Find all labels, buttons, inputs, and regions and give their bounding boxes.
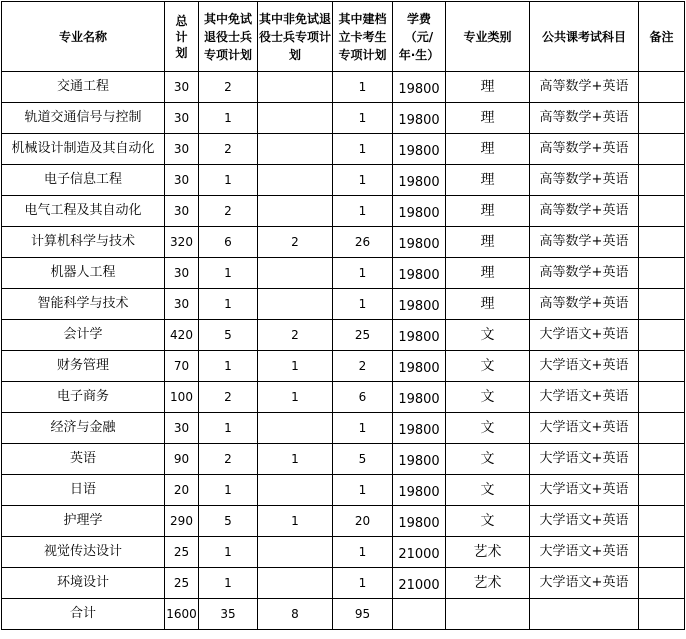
cell-exempt-veteran: 2 (199, 134, 258, 165)
cell-fee: 19800 (393, 475, 446, 506)
cell-remarks (639, 258, 685, 289)
header-public-exam: 公共课考试科目 (530, 2, 639, 72)
cell-total: 30 (165, 258, 199, 289)
cell-major: 护理学 (2, 506, 165, 537)
cell-filing-card: 1 (333, 72, 393, 103)
cell-total: 30 (165, 134, 199, 165)
cell-category: 文 (446, 444, 530, 475)
cell-major: 电气工程及其自动化 (2, 196, 165, 227)
table-row (2, 258, 685, 289)
cell-remarks (639, 475, 685, 506)
cell-major: 环境设计 (2, 568, 165, 599)
table-row (2, 103, 685, 134)
header-fee: 学费 （元/ 年·生） (393, 2, 446, 72)
cell-exempt-veteran: 1 (199, 568, 258, 599)
cell-public-exam: 高等数学+英语 (530, 134, 639, 165)
total-remarks (639, 599, 685, 630)
cell-non-exempt-veteran (258, 413, 333, 444)
cell-exempt-veteran: 1 (199, 289, 258, 320)
cell-major: 机械设计制造及其自动化 (2, 134, 165, 165)
cell-fee: 19800 (393, 506, 446, 537)
table-body (2, 72, 685, 630)
cell-filing-card: 1 (333, 258, 393, 289)
cell-non-exempt-veteran (258, 475, 333, 506)
cell-fee: 19800 (393, 196, 446, 227)
cell-remarks (639, 196, 685, 227)
cell-major: 电子信息工程 (2, 165, 165, 196)
table-row (2, 475, 685, 506)
cell-fee: 19800 (393, 134, 446, 165)
cell-total: 30 (165, 289, 199, 320)
cell-category: 文 (446, 413, 530, 444)
cell-total: 30 (165, 165, 199, 196)
cell-non-exempt-veteran (258, 165, 333, 196)
cell-non-exempt-veteran (258, 258, 333, 289)
cell-exempt-veteran: 1 (199, 258, 258, 289)
cell-non-exempt-veteran (258, 103, 333, 134)
cell-category: 理 (446, 72, 530, 103)
total-exempt-veteran: 35 (199, 599, 258, 630)
cell-major: 轨道交通信号与控制 (2, 103, 165, 134)
cell-filing-card: 1 (333, 475, 393, 506)
cell-total: 30 (165, 72, 199, 103)
cell-major: 机器人工程 (2, 258, 165, 289)
cell-exempt-veteran: 5 (199, 506, 258, 537)
cell-category: 文 (446, 351, 530, 382)
cell-fee: 19800 (393, 227, 446, 258)
cell-total: 25 (165, 568, 199, 599)
table-row (2, 320, 685, 351)
cell-filing-card: 25 (333, 320, 393, 351)
cell-major: 智能科学与技术 (2, 289, 165, 320)
table-row (2, 537, 685, 568)
cell-non-exempt-veteran: 1 (258, 382, 333, 413)
cell-public-exam: 大学语文+英语 (530, 382, 639, 413)
cell-major: 电子商务 (2, 382, 165, 413)
table-row (2, 196, 685, 227)
cell-public-exam: 大学语文+英语 (530, 413, 639, 444)
cell-category: 文 (446, 475, 530, 506)
cell-filing-card: 1 (333, 134, 393, 165)
cell-fee: 19800 (393, 258, 446, 289)
cell-total: 30 (165, 413, 199, 444)
cell-fee: 19800 (393, 351, 446, 382)
cell-remarks (639, 72, 685, 103)
total-label: 合计 (2, 599, 165, 630)
cell-exempt-veteran: 2 (199, 72, 258, 103)
table-row (2, 165, 685, 196)
cell-fee: 19800 (393, 289, 446, 320)
table-row (2, 289, 685, 320)
header-exempt-veteran: 其中免试退役士兵专项计划 (199, 2, 258, 72)
total-plan: 1600 (165, 599, 199, 630)
cell-category: 文 (446, 320, 530, 351)
cell-major: 会计学 (2, 320, 165, 351)
table-row (2, 444, 685, 475)
cell-filing-card: 1 (333, 196, 393, 227)
cell-exempt-veteran: 1 (199, 351, 258, 382)
cell-remarks (639, 413, 685, 444)
cell-public-exam: 大学语文+英语 (530, 537, 639, 568)
cell-category: 艺术 (446, 537, 530, 568)
cell-exempt-veteran: 1 (199, 537, 258, 568)
header-remarks: 备注 (639, 2, 685, 72)
header-filing-card: 其中建档立卡考生专项计划 (333, 2, 393, 72)
cell-filing-card: 6 (333, 382, 393, 413)
cell-filing-card: 2 (333, 351, 393, 382)
total-public-exam (530, 599, 639, 630)
cell-exempt-veteran: 1 (199, 475, 258, 506)
cell-fee: 19800 (393, 72, 446, 103)
table-row (2, 568, 685, 599)
cell-remarks (639, 320, 685, 351)
cell-exempt-veteran: 5 (199, 320, 258, 351)
cell-major: 财务管理 (2, 351, 165, 382)
cell-major: 交通工程 (2, 72, 165, 103)
cell-category: 文 (446, 382, 530, 413)
header-total: 总 计 划 (165, 2, 199, 72)
total-non-exempt-veteran: 8 (258, 599, 333, 630)
total-filing-card: 95 (333, 599, 393, 630)
cell-non-exempt-veteran: 1 (258, 506, 333, 537)
cell-filing-card: 1 (333, 568, 393, 599)
cell-non-exempt-veteran (258, 72, 333, 103)
cell-non-exempt-veteran: 2 (258, 320, 333, 351)
cell-category: 理 (446, 289, 530, 320)
cell-non-exempt-veteran: 1 (258, 444, 333, 475)
table-row (2, 382, 685, 413)
cell-filing-card: 1 (333, 413, 393, 444)
header-row (2, 2, 685, 72)
cell-filing-card: 26 (333, 227, 393, 258)
cell-public-exam: 高等数学+英语 (530, 103, 639, 134)
cell-public-exam: 大学语文+英语 (530, 351, 639, 382)
table-row (2, 72, 685, 103)
cell-category: 理 (446, 134, 530, 165)
cell-filing-card: 1 (333, 165, 393, 196)
cell-exempt-veteran: 1 (199, 103, 258, 134)
cell-major: 经济与金融 (2, 413, 165, 444)
cell-remarks (639, 103, 685, 134)
cell-exempt-veteran: 2 (199, 196, 258, 227)
cell-fee: 19800 (393, 444, 446, 475)
header-non-exempt-veteran: 其中非免试退役士兵专项计划 (258, 2, 333, 72)
cell-remarks (639, 506, 685, 537)
cell-total: 20 (165, 475, 199, 506)
cell-category: 理 (446, 227, 530, 258)
cell-exempt-veteran: 1 (199, 165, 258, 196)
cell-filing-card: 1 (333, 103, 393, 134)
header-category: 专业类别 (446, 2, 530, 72)
cell-fee: 19800 (393, 382, 446, 413)
table-row (2, 227, 685, 258)
cell-remarks (639, 568, 685, 599)
cell-fee: 19800 (393, 103, 446, 134)
cell-filing-card: 1 (333, 537, 393, 568)
cell-fee: 21000 (393, 537, 446, 568)
cell-total: 320 (165, 227, 199, 258)
cell-total: 100 (165, 382, 199, 413)
cell-non-exempt-veteran (258, 196, 333, 227)
cell-category: 艺术 (446, 568, 530, 599)
cell-remarks (639, 165, 685, 196)
cell-remarks (639, 382, 685, 413)
cell-total: 70 (165, 351, 199, 382)
cell-exempt-veteran: 2 (199, 444, 258, 475)
cell-major: 计算机科学与技术 (2, 227, 165, 258)
total-category (446, 599, 530, 630)
cell-category: 理 (446, 258, 530, 289)
enrollment-plan-table (1, 1, 685, 630)
cell-fee: 19800 (393, 165, 446, 196)
table-row (2, 506, 685, 537)
total-fee (393, 599, 446, 630)
cell-public-exam: 高等数学+英语 (530, 72, 639, 103)
cell-non-exempt-veteran: 2 (258, 227, 333, 258)
cell-category: 理 (446, 165, 530, 196)
header-major: 专业名称 (2, 2, 165, 72)
cell-public-exam: 大学语文+英语 (530, 568, 639, 599)
cell-public-exam: 大学语文+英语 (530, 320, 639, 351)
cell-fee: 19800 (393, 413, 446, 444)
cell-fee: 19800 (393, 320, 446, 351)
cell-filing-card: 5 (333, 444, 393, 475)
cell-total: 30 (165, 196, 199, 227)
cell-major: 视觉传达设计 (2, 537, 165, 568)
cell-public-exam: 大学语文+英语 (530, 506, 639, 537)
cell-public-exam: 高等数学+英语 (530, 196, 639, 227)
cell-remarks (639, 134, 685, 165)
cell-total: 25 (165, 537, 199, 568)
cell-public-exam: 高等数学+英语 (530, 258, 639, 289)
cell-public-exam: 大学语文+英语 (530, 444, 639, 475)
table-row (2, 351, 685, 382)
cell-remarks (639, 351, 685, 382)
cell-public-exam: 高等数学+英语 (530, 289, 639, 320)
cell-remarks (639, 537, 685, 568)
cell-non-exempt-veteran (258, 537, 333, 568)
cell-category: 理 (446, 103, 530, 134)
cell-total: 90 (165, 444, 199, 475)
cell-exempt-veteran: 6 (199, 227, 258, 258)
cell-total: 30 (165, 103, 199, 134)
cell-public-exam: 高等数学+英语 (530, 227, 639, 258)
table-row (2, 413, 685, 444)
cell-major: 英语 (2, 444, 165, 475)
cell-non-exempt-veteran: 1 (258, 351, 333, 382)
cell-remarks (639, 289, 685, 320)
cell-exempt-veteran: 2 (199, 382, 258, 413)
cell-category: 文 (446, 506, 530, 537)
cell-public-exam: 高等数学+英语 (530, 165, 639, 196)
cell-remarks (639, 227, 685, 258)
cell-major: 日语 (2, 475, 165, 506)
cell-total: 420 (165, 320, 199, 351)
total-row (2, 599, 685, 630)
cell-filing-card: 1 (333, 289, 393, 320)
cell-non-exempt-veteran (258, 134, 333, 165)
cell-remarks (639, 444, 685, 475)
cell-filing-card: 20 (333, 506, 393, 537)
cell-exempt-veteran: 1 (199, 413, 258, 444)
cell-total: 290 (165, 506, 199, 537)
cell-non-exempt-veteran (258, 568, 333, 599)
cell-fee: 21000 (393, 568, 446, 599)
cell-public-exam: 大学语文+英语 (530, 475, 639, 506)
cell-category: 理 (446, 196, 530, 227)
cell-non-exempt-veteran (258, 289, 333, 320)
table-row (2, 134, 685, 165)
